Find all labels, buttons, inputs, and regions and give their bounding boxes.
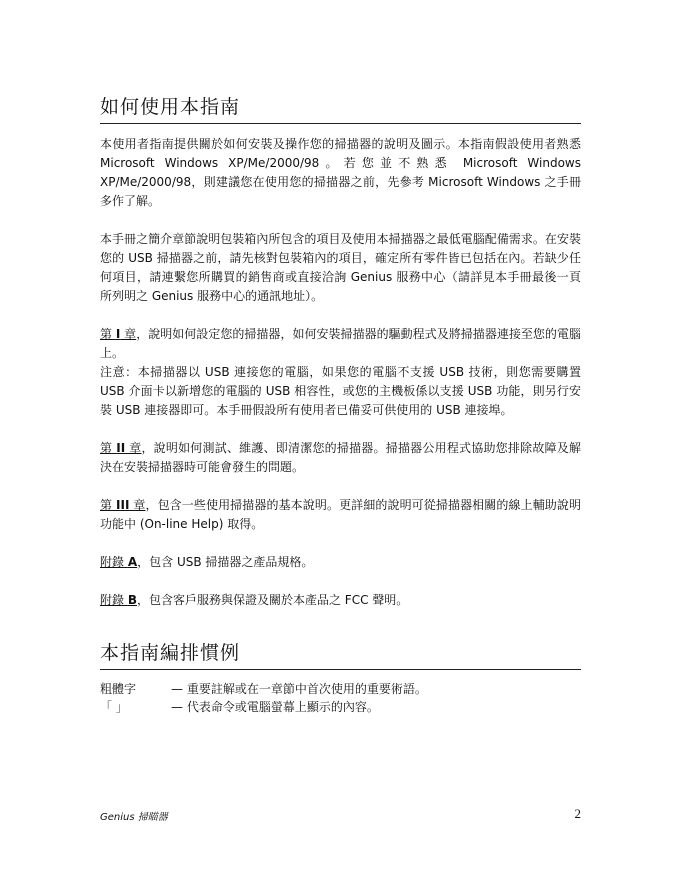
chapter-2-label: 第 II 章 — [100, 441, 142, 455]
chapter-3-paragraph: 第 III 章，包含一些使用掃描器的基本說明。更詳細的說明可從掃描器相關的線上輔助說明功能中 (On-line Help) 取得。 — [100, 498, 581, 531]
section-title: 本指南編排慣例 — [100, 638, 581, 670]
appendix-a-paragraph: 附錄 A，包含 USB 掃描器之產品規格。 — [100, 555, 314, 569]
convention-term: 「 」 — [100, 700, 128, 714]
convention-row — [100, 698, 581, 716]
convention-term: 粗體字 — [100, 682, 137, 696]
convention-row — [100, 680, 581, 698]
chapter-1-paragraph: 第 I 章，說明如何設定您的掃描器，如何安裝掃描器的驅動程式及將掃描器連接至您的電腦上。 — [100, 327, 581, 360]
intro-paragraph: 本使用者指南提供關於如何安裝及操作您的掃描器的說明及圖示。本指南假設使用者熟悉 Microsoft Windows XP/Me/2000/98。若您並不熟悉 Microsoft Windows XP/Me/2000/98，則建議您在使用您的掃描器之前，先參考 Microsoft Windows 之手冊多作了解。 — [100, 137, 581, 208]
footer-product-name: Genius 掃瞄器 — [100, 812, 168, 823]
convention-desc: — 代表命令或電腦螢幕上顯示的內容。 — [171, 700, 379, 714]
chapter-1-label: 第 I 章 — [100, 327, 137, 341]
appendix-a-label: 附錄 A — [100, 555, 138, 569]
section-title: 如何使用本指南 — [100, 92, 581, 124]
page-number: 2 — [574, 806, 581, 821]
appendix-b-label: 附錄 B — [100, 593, 137, 607]
page-content — [100, 92, 581, 716]
section-conventions — [100, 638, 581, 716]
convention-desc: — 重要註解或在一章節中首次使用的重要術語。 — [171, 682, 427, 696]
chapter-2-paragraph: 第 II 章，說明如何測試、維護、即清潔您的掃描器。掃描器公用程式協助您排除故障及解決在安裝掃描器時可能會發生的問題。 — [100, 441, 581, 474]
section-how-to-use — [100, 92, 581, 610]
appendix-b-paragraph: 附錄 B，包含客戶服務與保證及關於本產品之 FCC 聲明。 — [100, 593, 409, 607]
conventions-list — [100, 680, 581, 716]
chapter-1-note: 注意：本掃描器以 USB 連接您的電腦，如果您的電腦不支援 USB 技術，則您需要購置 USB 介面卡以新增您的電腦的 USB 相容性，或您的主機板係以支援 USB 功能，則另行安裝 USB 連接器即可。本手冊假設所有使用者已備妥可供使用的 USB 連接埠。 — [100, 365, 581, 417]
intro-chapter-paragraph: 本手冊之簡介章節說明包裝箱內所包含的項目及使用本掃描器之最低電腦配備需求。在安裝您的 USB 掃描器之前，請先核對包裝箱內的項目，確定所有零件皆已包括在內。若缺少任何項目，請連繫您所購買的銷售商或直接洽詢 Genius 服務中心（請詳見本手冊最後一頁所列明之 Genius 服務中心的通訊地址）。 — [100, 232, 581, 303]
chapter-3-label: 第 III 章 — [100, 498, 146, 512]
